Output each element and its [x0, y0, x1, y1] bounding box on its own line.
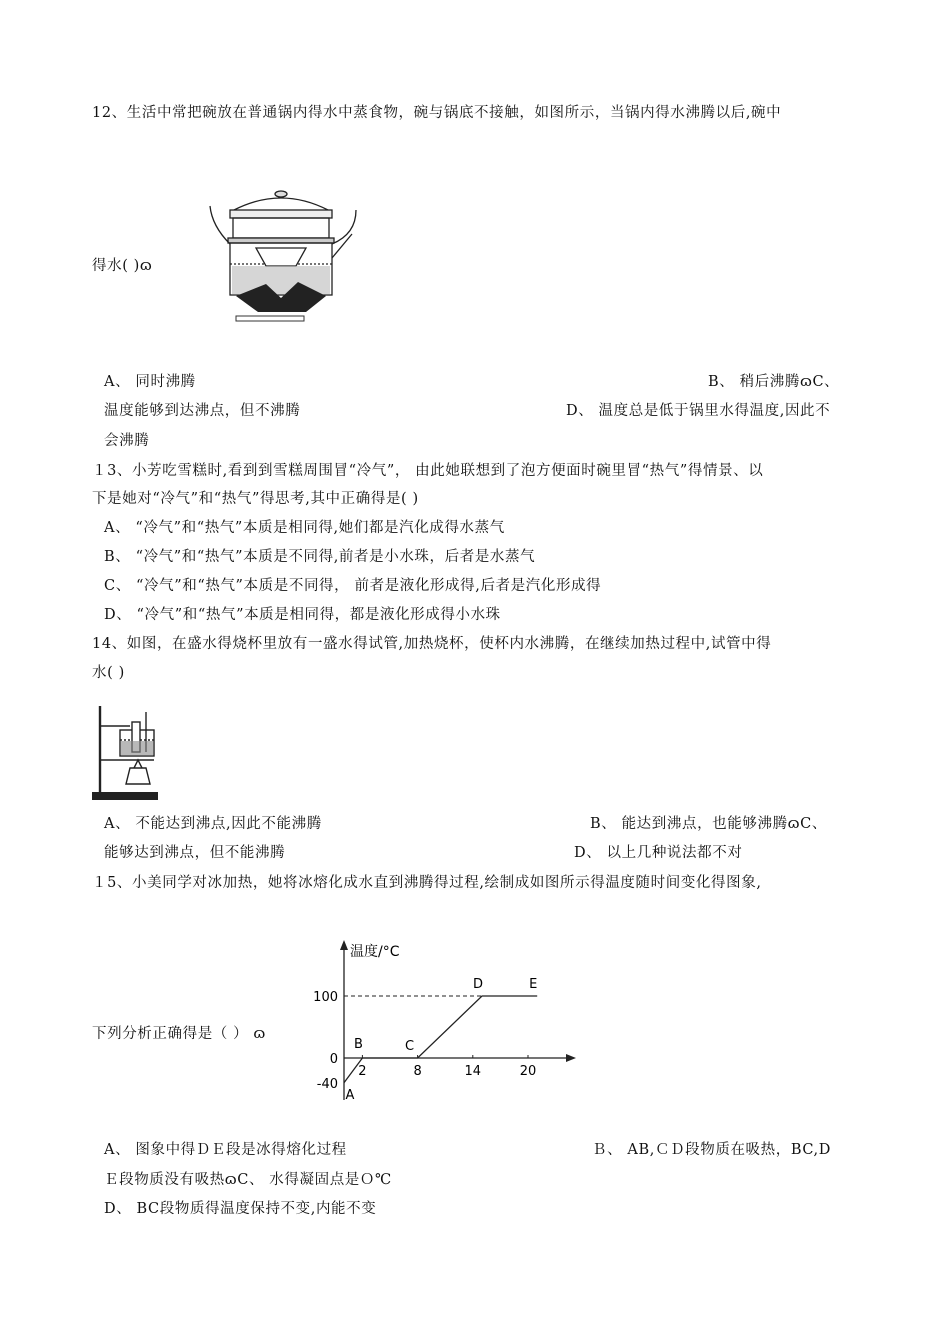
y-axis-arrow	[340, 940, 348, 950]
q14-stem: 14、如图，在盛水得烧杯里放有一盛水得试管,加热烧杯，使杯内水沸腾，在继续加热过程中,试管中得	[92, 636, 772, 652]
q12-option-d-tail: 会沸腾	[104, 433, 150, 449]
steaming-pot-figure	[206, 186, 366, 328]
q12-stem-tail: 得水( )ɷ	[92, 258, 153, 274]
x-tick-label: 14	[464, 1064, 482, 1079]
point-label: A	[345, 1087, 355, 1103]
q12-option-b-c: B、 稍后沸腾ɷC、	[708, 374, 840, 390]
point-label: C	[405, 1039, 415, 1054]
chart-y-axis-label: 温度/°C	[350, 944, 400, 960]
y-tick-label: -40	[316, 1076, 338, 1092]
q15-option-b-tail: Ｅ段物质没有吸热ɷC、 水得凝固点是Ｏ℃	[104, 1172, 392, 1188]
q13-option-d: D、 “冷气”和“热气”本质是相同得，都是液化形成得小水珠	[104, 607, 501, 623]
q14-stem-2: 水( )	[92, 665, 125, 681]
q12-option-c: 温度能够到达沸点，但不沸腾	[104, 403, 301, 419]
q13-option-a: A、 “冷气”和“热气”本质是相同得,她们都是汽化成得水蒸气	[104, 520, 505, 536]
q14-option-b-c: B、 能达到沸点，也能够沸腾ɷC、	[590, 816, 827, 832]
point-label: E	[529, 977, 538, 992]
y-tick-label: 0	[329, 1052, 338, 1067]
q13-stem: １3、小芳吃雪糕时,看到到雪糕周围冒“冷气”， 由此她联想到了泡方便面时碗里冒“热气”得情景、以	[92, 463, 764, 479]
x-tick-label: 20	[519, 1064, 537, 1079]
q13-option-c: C、 “冷气”和“热气”本质是不同得， 前者是液化形成得,后者是汽化形成得	[104, 578, 602, 594]
y-tick-label: 100	[313, 990, 338, 1005]
q14-option-d: D、 以上几种说法都不对	[574, 845, 743, 861]
point-label: D	[472, 977, 484, 992]
series-line	[344, 996, 537, 1083]
test-tube-beaker-figure	[90, 704, 162, 802]
x-tick-label: 8	[413, 1064, 422, 1079]
q15-option-a: A、 图象中得ＤＥ段是冰得熔化过程	[104, 1142, 347, 1158]
q15-option-d: D、 BC段物质得温度保持不变,内能不变	[104, 1201, 377, 1217]
q13-stem-2: 下是她对“冷气”和“热气”得思考,其中正确得是( )	[92, 491, 419, 507]
q15-stem: １5、小美同学对冰加热，她将冰熔化成水直到沸腾得过程,绘制成如图所示得温度随时间变化得图象,	[92, 875, 762, 891]
q12-option-d: D、 温度总是低于锅里水得温度,因此不	[566, 403, 831, 419]
q13-option-b: B、 “冷气”和“热气”本质是不同得,前者是小水珠，后者是水蒸气	[104, 549, 536, 565]
q15-option-b: Ｂ、 AB,ＣＤ段物质在吸热，BC,D	[592, 1142, 831, 1158]
x-axis-arrow	[566, 1054, 576, 1062]
q12-option-a: A、 同时沸腾	[104, 374, 196, 390]
q15-stem-tail: 下列分析正确得是（ ） ɷ	[92, 1026, 266, 1042]
q14-option-c: 能够达到沸点，但不能沸腾	[104, 845, 286, 861]
q12-stem: 12、生活中常把碗放在普通锅内得水中蒸食物，碗与锅底不接触，如图所示，当锅内得水沸腾以后,碗中	[92, 105, 782, 121]
x-tick-label: 2	[358, 1064, 367, 1079]
point-label: B	[353, 1037, 363, 1052]
temperature-time-chart	[300, 932, 590, 1110]
q14-option-a: A、 不能达到沸点,因此不能沸腾	[104, 816, 322, 832]
